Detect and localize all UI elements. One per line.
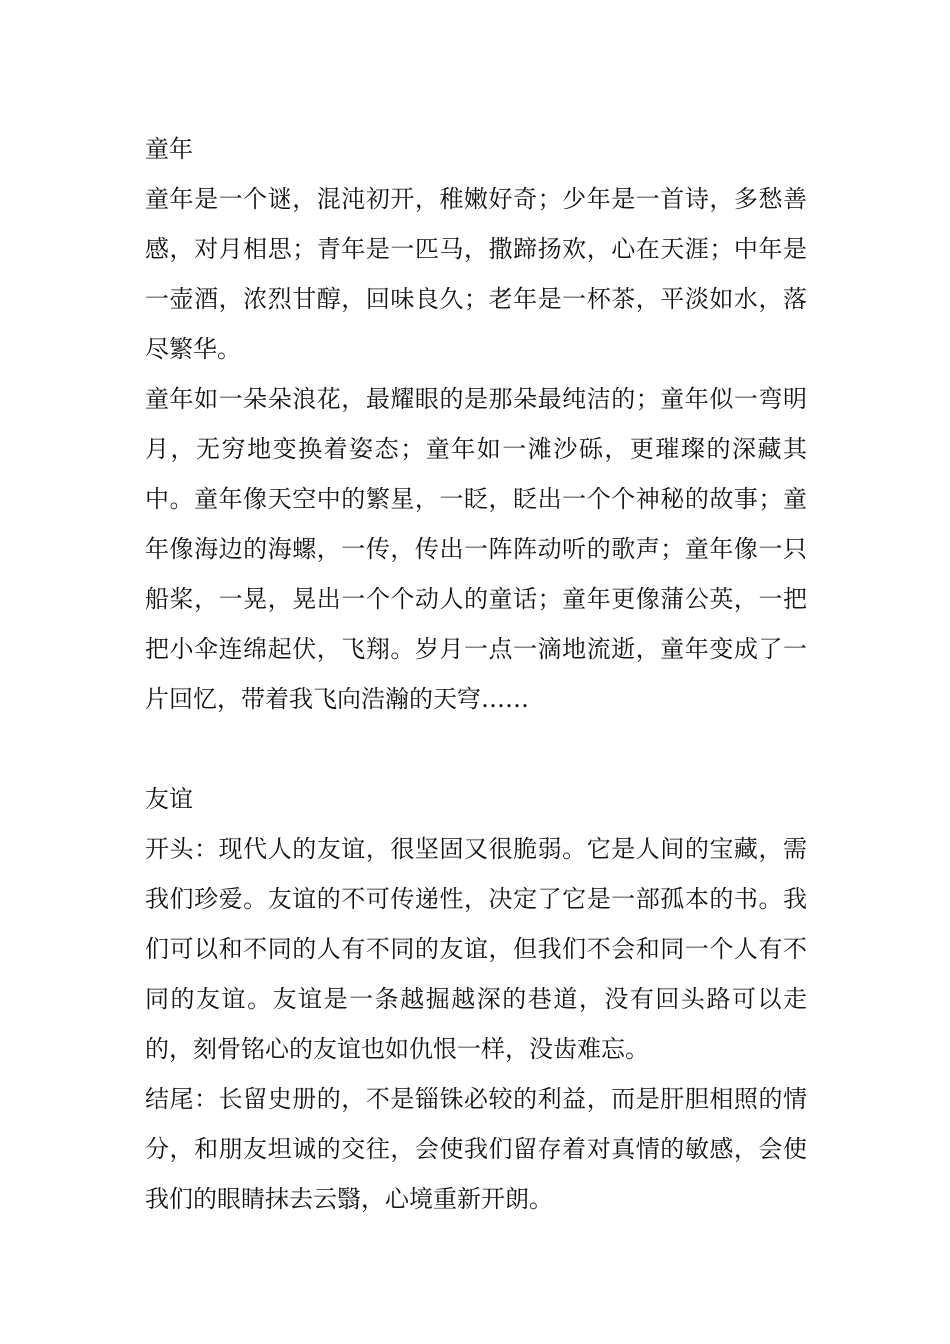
paragraph: 童年如一朵朵浪花，最耀眼的是那朵最纯洁的；童年似一弯明月，无穷地变换着姿态；童年如一滩沙砾，更璀璨的深藏其中。童年像天空中的繁星，一眨，眨出一个个神秘的故事；童年像海边的海螺，一传，传出一阵阵动听的歌声；童年像一只船桨，一晃，晃出一个个动人的童话；童年更像蒲公英，一把把小伞连绵起伏，飞翔。岁月一点一滴地流逝，童年变成了一片回忆，带着我飞向浩瀚的天穹……: [145, 385, 807, 713]
section-title: 童年: [145, 135, 193, 163]
paragraph: 开头：现代人的友谊，很坚固又很脆弱。它是人间的宝藏，需我们珍爱。友谊的不可传递性，决定了它是一部孤本的书。我们可以和不同的人有不同的友谊，但我们不会和同一个人有不同的友谊。友谊是一条越掘越深的巷道，没有回头路可以走的，刻骨铭心的友谊也如仇恨一样，没齿难忘。: [145, 835, 807, 1063]
section-spacer: [145, 724, 807, 774]
document-page: [145, 124, 807, 1224]
section-title: 友谊: [145, 785, 193, 813]
paragraph: 童年是一个谜，混沌初开，稚嫩好奇；少年是一首诗，多愁善感，对月相思；青年是一匹马，撒蹄扬欢，心在天涯；中年是一壶酒，浓烈甘醇，回味良久；老年是一杯茶，平淡如水，落尽繁华。: [145, 185, 807, 363]
section-friendship: [145, 774, 807, 1224]
section-childhood: [145, 124, 807, 724]
paragraph: 结尾：长留史册的，不是锱铢必较的利益，而是肝胆相照的情分，和朋友坦诚的交往，会使我们留存着对真情的敏感，会使我们的眼睛抹去云翳，心境重新开朗。: [145, 1085, 807, 1213]
